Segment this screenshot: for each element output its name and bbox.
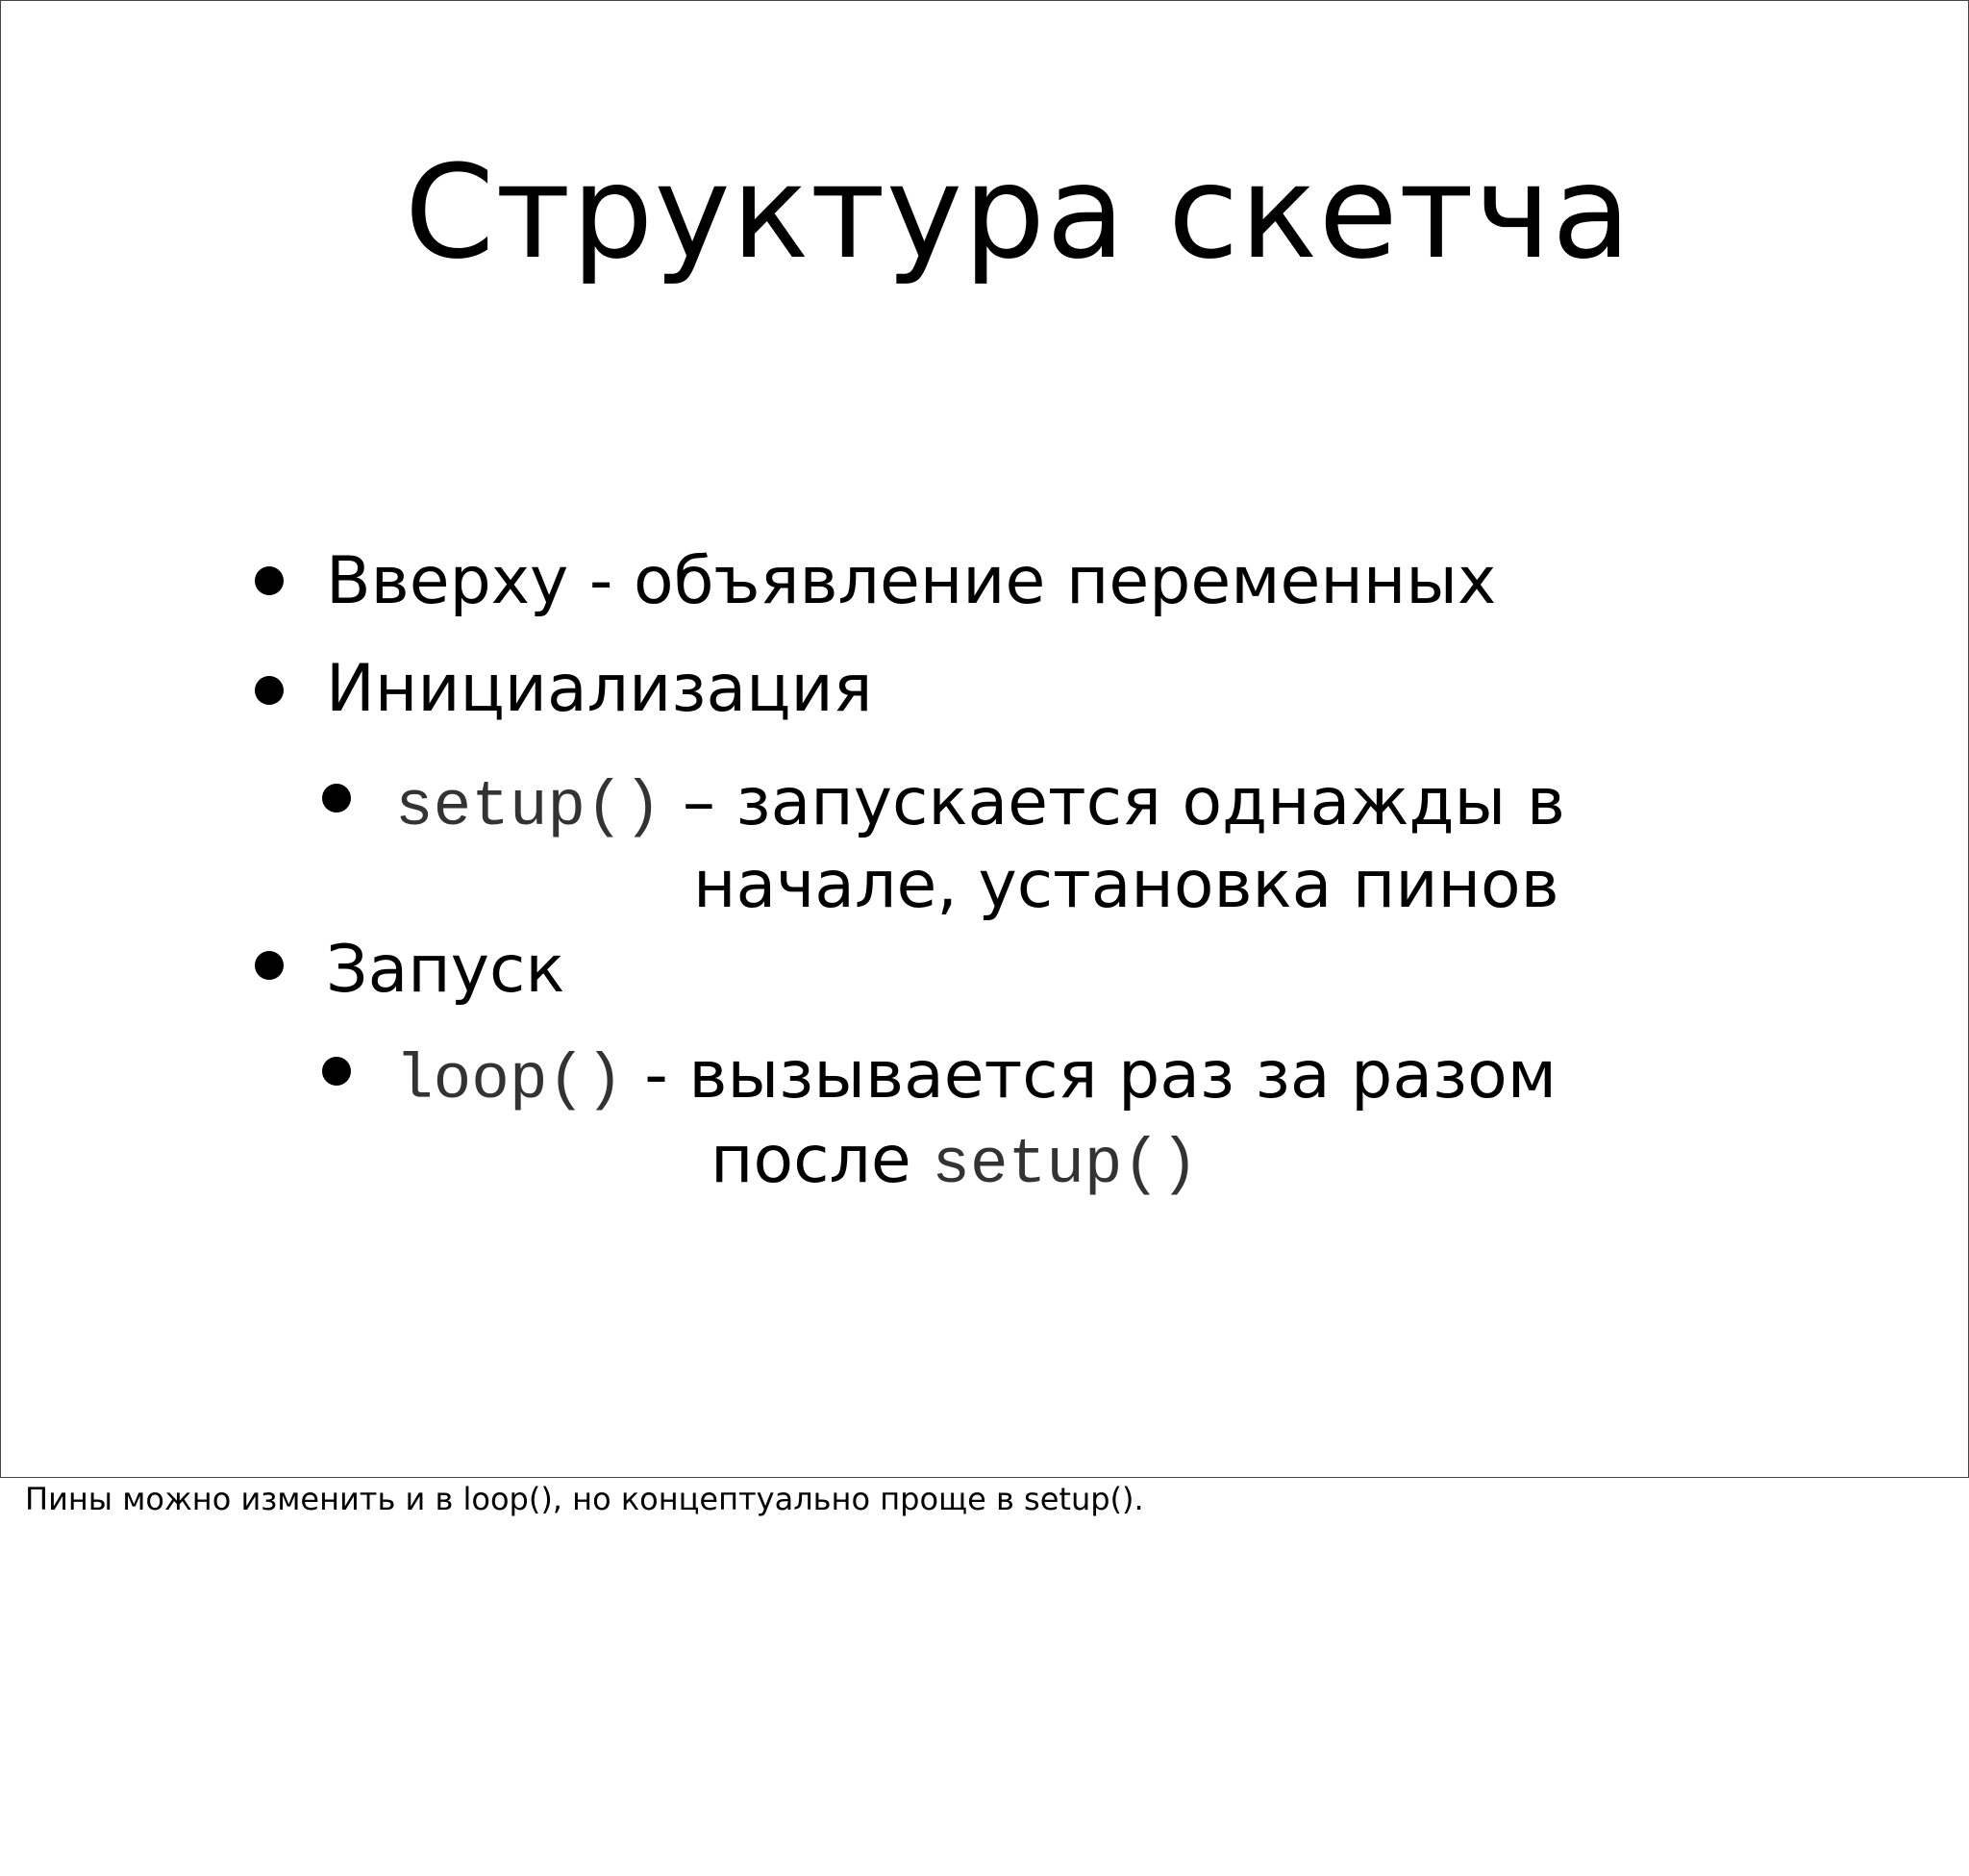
loop-after-label: после xyxy=(710,1122,933,1198)
slide-title: Структура скетча xyxy=(404,138,1633,288)
sub-bullet-loop-line2 xyxy=(710,1122,1199,1204)
code-setup: setup() xyxy=(395,771,662,843)
sub-bullet-loop-line1 xyxy=(395,1038,1557,1119)
bullet-text-initialization: Инициализация xyxy=(326,651,873,727)
sub-bullet-setup-line2: начале, установка пинов xyxy=(693,847,1559,923)
sub-bullet-setup-line1 xyxy=(395,764,1565,846)
bullet-text-declarations: Вверху - объявление переменных xyxy=(326,543,1497,619)
loop-description: - вызывается раз за разом xyxy=(623,1038,1558,1113)
code-loop: loop() xyxy=(395,1044,624,1116)
sub-bullet-dot xyxy=(322,784,351,813)
setup-description: – запускается однажды в xyxy=(661,764,1565,840)
bullet-dot xyxy=(255,566,284,595)
bullet-dot xyxy=(255,951,284,980)
sub-bullet-dot xyxy=(322,1057,351,1086)
code-setup-ref: setup() xyxy=(932,1129,1199,1201)
bullet-text-run: Запуск xyxy=(326,932,565,1008)
speaker-notes: Пины можно изменить и в loop(), но концептуально проще в setup(). xyxy=(25,1481,1144,1517)
bullet-dot xyxy=(255,676,284,705)
